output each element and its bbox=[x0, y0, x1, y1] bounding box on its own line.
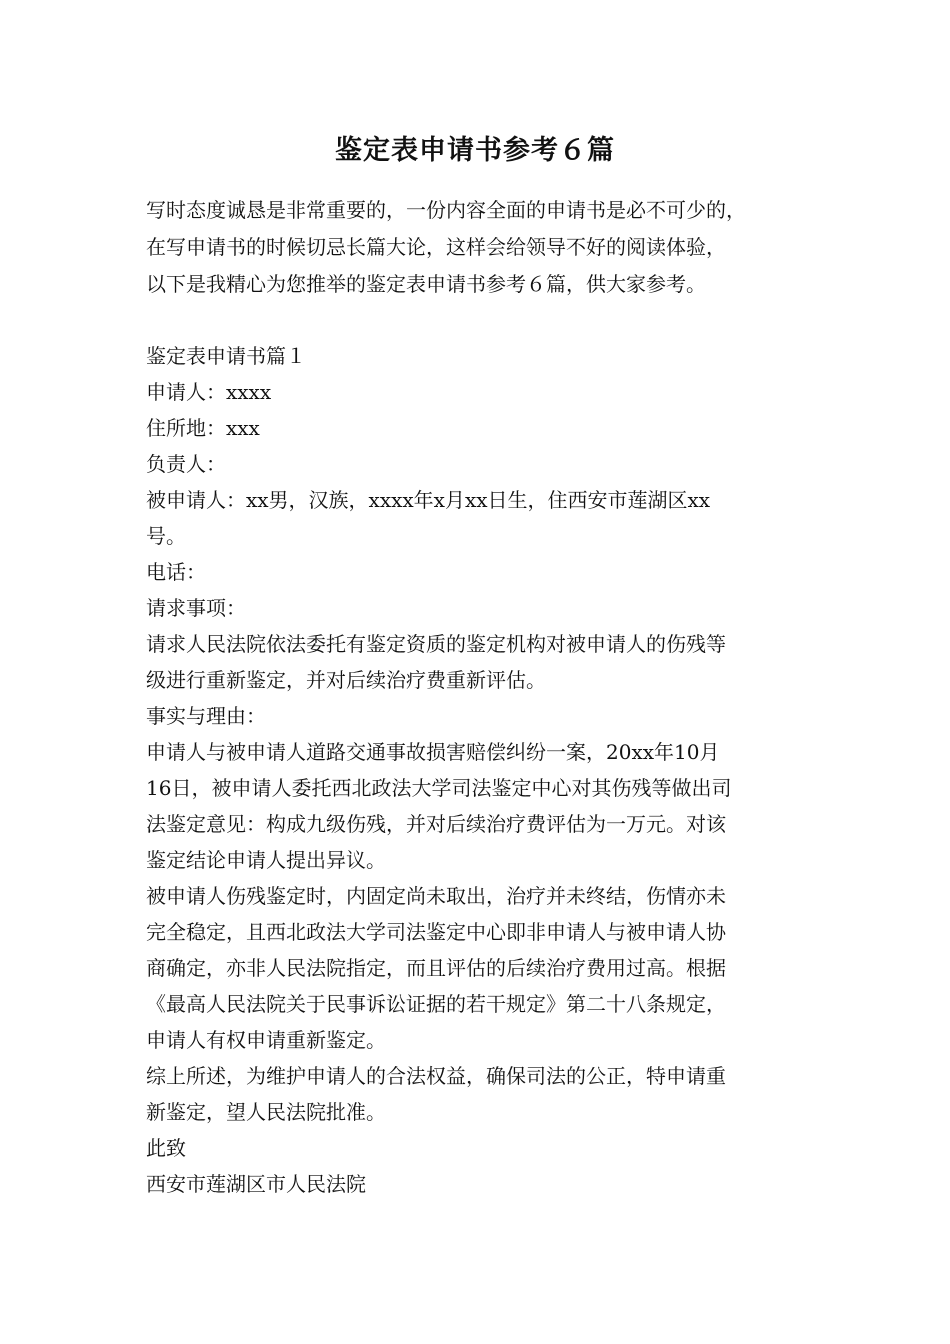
intro-paragraph bbox=[146, 192, 836, 303]
document-title: 鉴定表申请书参考６篇 bbox=[335, 135, 615, 166]
facts-text: 被申请人伤残鉴定时，内固定尚未取出，治疗并未终结，伤情亦未 bbox=[146, 884, 726, 908]
facts-text: 鉴定结论申请人提出异议。 bbox=[146, 848, 386, 872]
request-text: 级进行重新鉴定，并对后续治疗费重新评估。 bbox=[146, 668, 546, 692]
phone-line: 电话： bbox=[146, 560, 206, 584]
intro-line: 在写申请书的时候切忌长篇大论，这样会给领导不好的阅读体验， bbox=[146, 235, 726, 259]
facts-text: 16日，被申请人委托西北政法大学司法鉴定中心对其伤残等做出司 bbox=[146, 776, 732, 800]
intro-line: 写时态度诚恳是非常重要的，一份内容全面的申请书是必不可少的， bbox=[146, 198, 746, 222]
application-body bbox=[146, 338, 826, 1202]
address-line: 住所地：xxx bbox=[146, 416, 260, 440]
facts-text: 商确定，亦非人民法院指定，而且评估的后续治疗费用过高。根据 bbox=[146, 956, 726, 980]
court-name: 西安市莲湖区市人民法院 bbox=[146, 1172, 366, 1196]
salutation: 此致 bbox=[146, 1136, 186, 1160]
facts-heading: 事实与理由： bbox=[146, 704, 266, 728]
respondent-line: 被申请人：xx男，汉族，xxxx年x月xx日生，住西安市莲湖区xx bbox=[146, 488, 711, 512]
respondent-line-cont: 号。 bbox=[146, 524, 186, 548]
facts-text: 申请人与被申请人道路交通事故损害赔偿纠纷一案，20xx年10月 bbox=[146, 740, 720, 764]
facts-text: 法鉴定意见：构成九级伤残，并对后续治疗费评估为一万元。对该 bbox=[146, 812, 726, 836]
facts-text: 完全稳定，且西北政法大学司法鉴定中心即非申请人与被申请人协 bbox=[146, 920, 726, 944]
facts-text: 《最高人民法院关于民事诉讼证据的若干规定》第二十八条规定， bbox=[146, 992, 726, 1016]
request-heading: 请求事项： bbox=[146, 596, 246, 620]
intro-line: 以下是我精心为您推举的鉴定表申请书参考６篇，供大家参考。 bbox=[146, 272, 706, 296]
responsible-person-line: 负责人： bbox=[146, 452, 226, 476]
applicant-line: 申请人：xxxx bbox=[146, 380, 272, 404]
conclusion-text: 综上所述，为维护申请人的合法权益，确保司法的公正，特申请重 bbox=[146, 1064, 726, 1088]
conclusion-text: 新鉴定，望人民法院批准。 bbox=[146, 1100, 386, 1124]
request-text: 请求人民法院依法委托有鉴定资质的鉴定机构对被申请人的伤残等 bbox=[146, 632, 726, 656]
facts-text: 申请人有权申请重新鉴定。 bbox=[146, 1028, 386, 1052]
section-heading: 鉴定表申请书篇１ bbox=[146, 344, 306, 368]
